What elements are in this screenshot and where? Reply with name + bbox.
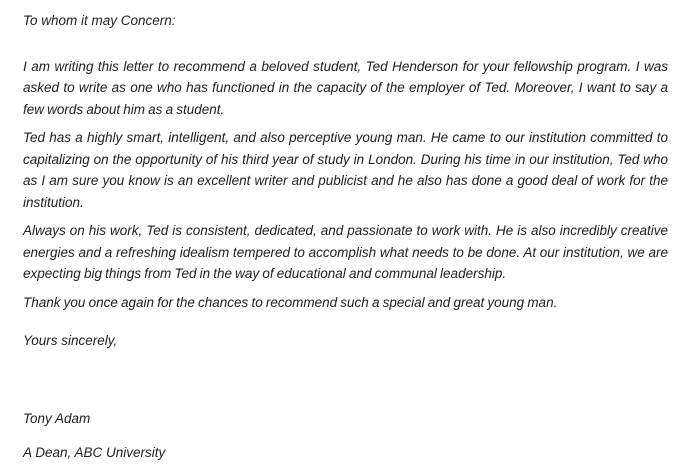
paragraph-thanks: Thank you once again for the chances to recommend such a special and great young man.: [23, 294, 558, 310]
paragraph-student-background: Ted has a highly smart, intelligent, and also perceptive young man. He came to our institution committed to capitalizing on the opportunity of his third year of study in London. During his time in our institution, Ted who as I am sure you know is an excellent writer and publicist and he also has done a good deal of work for the institution.: [23, 130, 668, 210]
signature-name: Tony Adam: [23, 410, 91, 426]
closing-phrase: Yours sincerely,: [23, 333, 118, 348]
paragraph-introduction: I am writing this letter to recommend a beloved student, Ted Henderson for your fellowship program. I was asked to write as one who has functioned in the capacity of the employer of Ted. Moreover, I want to say a few words about him as a student.: [23, 58, 668, 117]
signature-title: A Dean, ABC University: [23, 445, 166, 460]
salutation: To whom it may Concern:: [23, 13, 176, 28]
paragraph-work-qualities: Always on his work, Ted is consistent, dedicated, and passionate to work with. He is also incredibly creative energies and a refreshing idealism tempered to accomplish what needs to be done. At our institution, we are expecting big things from Ted in the way of educational and communal leadership.: [23, 223, 668, 281]
